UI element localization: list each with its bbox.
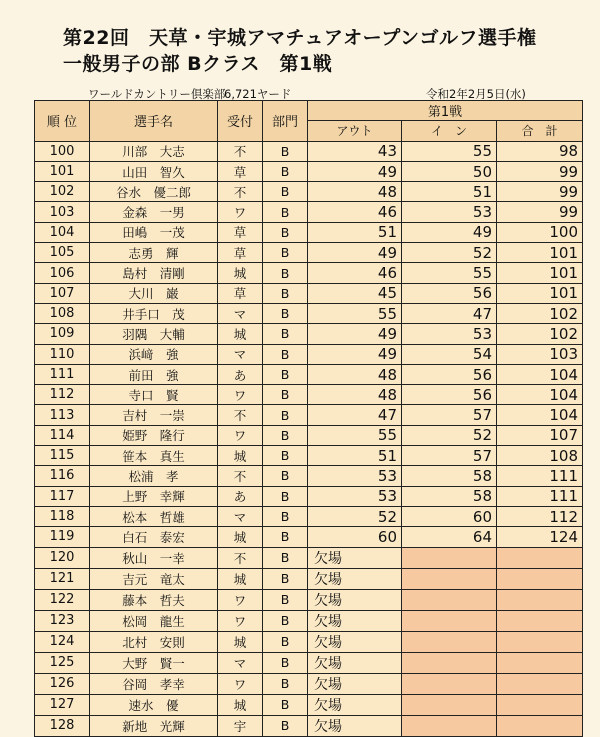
in-score-cell-empty (402, 568, 497, 589)
table-row-absent (35, 547, 583, 568)
header-out: アウト (308, 121, 402, 141)
total-score-cell-empty (497, 652, 583, 673)
registration-cell: 不 (218, 547, 263, 568)
out-score-cell: 53 (308, 486, 402, 506)
player-name-cell: 志勇 輝 (90, 243, 218, 263)
division-cell: B (263, 547, 308, 568)
out-score-cell: 43 (308, 141, 402, 161)
registration-cell: マ (218, 344, 263, 364)
registration-cell: あ (218, 364, 263, 384)
player-name-cell: 松浦 孝 (90, 466, 218, 486)
table-row (35, 466, 583, 486)
venue-name: ワールドカントリー倶楽部 (88, 87, 226, 101)
rank-cell: 121 (35, 568, 90, 589)
player-name-cell: 田嶋 一茂 (90, 222, 218, 242)
in-score-cell: 53 (402, 202, 497, 222)
table-row (35, 324, 583, 344)
player-name-cell: 新地 光輝 (90, 715, 218, 736)
registration-cell: 宇 (218, 715, 263, 736)
table-row-absent (35, 568, 583, 589)
registration-cell: マ (218, 303, 263, 323)
registration-cell: 不 (218, 182, 263, 202)
table-row-absent (35, 694, 583, 715)
total-score-cell: 111 (497, 486, 583, 506)
division-cell: B (263, 425, 308, 445)
registration-cell: マ (218, 652, 263, 673)
total-score-cell: 111 (497, 466, 583, 486)
total-score-cell: 107 (497, 425, 583, 445)
rank-cell: 116 (35, 466, 90, 486)
division-cell: B (263, 527, 308, 547)
rank-cell: 104 (35, 222, 90, 242)
division-cell: B (263, 222, 308, 242)
rank-cell: 109 (35, 324, 90, 344)
total-score-cell-empty (497, 610, 583, 631)
table-row-absent (35, 589, 583, 610)
table-row (35, 527, 583, 547)
table-row (35, 182, 583, 202)
results-table (34, 100, 583, 737)
absence-status-cell: 欠場 (308, 568, 402, 589)
total-score-cell-empty (497, 673, 583, 694)
out-score-cell: 47 (308, 405, 402, 425)
in-score-cell-empty (402, 652, 497, 673)
course-yardage: 6,721ヤード (224, 87, 292, 101)
division-cell: B (263, 182, 308, 202)
registration-cell: 城 (218, 446, 263, 466)
registration-cell: 不 (218, 405, 263, 425)
division-cell: B (263, 405, 308, 425)
header-rank: 順 位 (35, 101, 90, 142)
total-score-cell: 101 (497, 283, 583, 303)
table-row (35, 202, 583, 222)
out-score-cell: 46 (308, 263, 402, 283)
registration-cell: 草 (218, 283, 263, 303)
registration-cell: ワ (218, 425, 263, 445)
registration-cell: 城 (218, 263, 263, 283)
registration-cell: マ (218, 506, 263, 526)
header-player-name: 選手名 (90, 101, 218, 142)
rank-cell: 103 (35, 202, 90, 222)
division-cell: B (263, 486, 308, 506)
header-total: 合 計 (497, 121, 583, 141)
table-row (35, 425, 583, 445)
player-name-cell: 北村 安則 (90, 631, 218, 652)
table-row (35, 364, 583, 384)
in-score-cell-empty (402, 589, 497, 610)
table-row (35, 283, 583, 303)
total-score-cell-empty (497, 589, 583, 610)
registration-cell: ワ (218, 673, 263, 694)
rank-cell: 102 (35, 182, 90, 202)
rank-cell: 127 (35, 694, 90, 715)
absence-status-cell: 欠場 (308, 673, 402, 694)
in-score-cell: 50 (402, 161, 497, 181)
registration-cell: ワ (218, 589, 263, 610)
total-score-cell: 104 (497, 364, 583, 384)
player-name-cell: 白石 泰宏 (90, 527, 218, 547)
table-row-absent (35, 610, 583, 631)
absence-status-cell: 欠場 (308, 652, 402, 673)
division-cell: B (263, 161, 308, 181)
division-cell: B (263, 568, 308, 589)
registration-cell: ワ (218, 610, 263, 631)
total-score-cell: 102 (497, 324, 583, 344)
total-score-cell: 104 (497, 385, 583, 405)
registration-cell: 城 (218, 324, 263, 344)
registration-cell: 城 (218, 527, 263, 547)
player-name-cell: 吉村 一崇 (90, 405, 218, 425)
out-score-cell: 60 (308, 527, 402, 547)
rank-cell: 114 (35, 425, 90, 445)
header-registration: 受付 (218, 101, 263, 142)
rank-cell: 105 (35, 243, 90, 263)
total-score-cell-empty (497, 568, 583, 589)
in-score-cell-empty (402, 673, 497, 694)
out-score-cell: 55 (308, 303, 402, 323)
registration-cell: 不 (218, 466, 263, 486)
in-score-cell: 55 (402, 141, 497, 161)
out-score-cell: 46 (308, 202, 402, 222)
table-row (35, 243, 583, 263)
table-row (35, 405, 583, 425)
division-cell: B (263, 202, 308, 222)
total-score-cell: 101 (497, 243, 583, 263)
total-score-cell: 108 (497, 446, 583, 466)
player-name-cell: 藤本 哲夫 (90, 589, 218, 610)
rank-cell: 126 (35, 673, 90, 694)
out-score-cell: 49 (308, 161, 402, 181)
registration-cell: 不 (218, 141, 263, 161)
out-score-cell: 49 (308, 344, 402, 364)
rank-cell: 111 (35, 364, 90, 384)
in-score-cell: 47 (402, 303, 497, 323)
out-score-cell: 51 (308, 446, 402, 466)
player-name-cell: 羽隅 大輔 (90, 324, 218, 344)
player-name-cell: 速水 優 (90, 694, 218, 715)
rank-cell: 128 (35, 715, 90, 736)
out-score-cell: 45 (308, 283, 402, 303)
division-cell: B (263, 506, 308, 526)
player-name-cell: 川部 大志 (90, 141, 218, 161)
header-round-1: 第1戦 (308, 101, 583, 121)
total-score-cell: 99 (497, 182, 583, 202)
in-score-cell: 52 (402, 425, 497, 445)
total-score-cell: 98 (497, 141, 583, 161)
rank-cell: 110 (35, 344, 90, 364)
division-cell: B (263, 141, 308, 161)
in-score-cell: 57 (402, 405, 497, 425)
absence-status-cell: 欠場 (308, 589, 402, 610)
absence-status-cell: 欠場 (308, 547, 402, 568)
total-score-cell-empty (497, 631, 583, 652)
absence-status-cell: 欠場 (308, 631, 402, 652)
rank-cell: 118 (35, 506, 90, 526)
player-name-cell: 吉元 竜太 (90, 568, 218, 589)
page-subtitle: 一般男子の部 Bクラス 第1戦 (63, 53, 333, 75)
rank-cell: 113 (35, 405, 90, 425)
rank-cell: 108 (35, 303, 90, 323)
total-score-cell-empty (497, 694, 583, 715)
absence-status-cell: 欠場 (308, 610, 402, 631)
division-cell: B (263, 263, 308, 283)
out-score-cell: 48 (308, 385, 402, 405)
event-date: 令和2年2月5日(水) (426, 87, 526, 101)
results-body (35, 141, 583, 736)
division-cell: B (263, 715, 308, 736)
in-score-cell: 56 (402, 283, 497, 303)
rank-cell: 123 (35, 610, 90, 631)
in-score-cell: 55 (402, 263, 497, 283)
table-row (35, 161, 583, 181)
in-score-cell: 49 (402, 222, 497, 242)
total-score-cell-empty (497, 547, 583, 568)
player-name-cell: 谷岡 孝幸 (90, 673, 218, 694)
division-cell: B (263, 694, 308, 715)
out-score-cell: 48 (308, 182, 402, 202)
division-cell: B (263, 283, 308, 303)
division-cell: B (263, 446, 308, 466)
out-score-cell: 52 (308, 506, 402, 526)
division-cell: B (263, 364, 308, 384)
division-cell: B (263, 243, 308, 263)
table-row (35, 141, 583, 161)
in-score-cell: 54 (402, 344, 497, 364)
player-name-cell: 浜﨑 強 (90, 344, 218, 364)
registration-cell: 草 (218, 161, 263, 181)
in-score-cell: 56 (402, 385, 497, 405)
in-score-cell: 57 (402, 446, 497, 466)
total-score-cell: 100 (497, 222, 583, 242)
total-score-cell: 102 (497, 303, 583, 323)
rank-cell: 115 (35, 446, 90, 466)
in-score-cell-empty (402, 547, 497, 568)
table-row-absent (35, 631, 583, 652)
rank-cell: 112 (35, 385, 90, 405)
player-name-cell: 笹本 真生 (90, 446, 218, 466)
division-cell: B (263, 673, 308, 694)
in-score-cell-empty (402, 715, 497, 736)
total-score-cell-empty (497, 715, 583, 736)
out-score-cell: 49 (308, 243, 402, 263)
in-score-cell: 60 (402, 506, 497, 526)
player-name-cell: 谷水 優二郎 (90, 182, 218, 202)
out-score-cell: 49 (308, 324, 402, 344)
player-name-cell: 寺口 賢 (90, 385, 218, 405)
header-in: イ ン (402, 121, 497, 141)
division-cell: B (263, 652, 308, 673)
table-row-absent (35, 673, 583, 694)
total-score-cell: 99 (497, 202, 583, 222)
rank-cell: 120 (35, 547, 90, 568)
division-cell: B (263, 466, 308, 486)
rank-cell: 124 (35, 631, 90, 652)
in-score-cell-empty (402, 631, 497, 652)
rank-cell: 125 (35, 652, 90, 673)
table-row (35, 222, 583, 242)
player-name-cell: 秋山 一幸 (90, 547, 218, 568)
header-division: 部門 (263, 101, 308, 142)
registration-cell: 城 (218, 694, 263, 715)
division-cell: B (263, 631, 308, 652)
division-cell: B (263, 303, 308, 323)
in-score-cell: 58 (402, 466, 497, 486)
registration-cell: あ (218, 486, 263, 506)
table-row (35, 344, 583, 364)
registration-cell: 城 (218, 631, 263, 652)
table-row (35, 303, 583, 323)
table-row-absent (35, 715, 583, 736)
out-score-cell: 55 (308, 425, 402, 445)
registration-cell: 草 (218, 243, 263, 263)
rank-cell: 117 (35, 486, 90, 506)
total-score-cell: 112 (497, 506, 583, 526)
table-row-absent (35, 652, 583, 673)
in-score-cell-empty (402, 610, 497, 631)
player-name-cell: 前田 強 (90, 364, 218, 384)
rank-cell: 119 (35, 527, 90, 547)
table-row (35, 446, 583, 466)
total-score-cell: 99 (497, 161, 583, 181)
rank-cell: 101 (35, 161, 90, 181)
division-cell: B (263, 324, 308, 344)
player-name-cell: 大川 巌 (90, 283, 218, 303)
division-cell: B (263, 385, 308, 405)
absence-status-cell: 欠場 (308, 715, 402, 736)
total-score-cell: 101 (497, 263, 583, 283)
in-score-cell: 64 (402, 527, 497, 547)
out-score-cell: 51 (308, 222, 402, 242)
table-row (35, 506, 583, 526)
player-name-cell: 山田 智久 (90, 161, 218, 181)
rank-cell: 107 (35, 283, 90, 303)
division-cell: B (263, 344, 308, 364)
registration-cell: ワ (218, 385, 263, 405)
player-name-cell: 松岡 龍生 (90, 610, 218, 631)
division-cell: B (263, 610, 308, 631)
in-score-cell-empty (402, 694, 497, 715)
total-score-cell: 103 (497, 344, 583, 364)
in-score-cell: 58 (402, 486, 497, 506)
player-name-cell: 姫野 隆行 (90, 425, 218, 445)
registration-cell: 草 (218, 222, 263, 242)
in-score-cell: 56 (402, 364, 497, 384)
total-score-cell: 104 (497, 405, 583, 425)
out-score-cell: 48 (308, 364, 402, 384)
division-cell: B (263, 589, 308, 610)
player-name-cell: 金森 一男 (90, 202, 218, 222)
absence-status-cell: 欠場 (308, 694, 402, 715)
in-score-cell: 51 (402, 182, 497, 202)
player-name-cell: 大野 賢一 (90, 652, 218, 673)
registration-cell: 城 (218, 568, 263, 589)
out-score-cell: 53 (308, 466, 402, 486)
page-title: 第22回 天草・宇城アマチュアオープンゴルフ選手権 (63, 27, 537, 49)
rank-cell: 122 (35, 589, 90, 610)
in-score-cell: 52 (402, 243, 497, 263)
player-name-cell: 松本 哲雄 (90, 506, 218, 526)
table-row (35, 486, 583, 506)
in-score-cell: 53 (402, 324, 497, 344)
player-name-cell: 井手口 茂 (90, 303, 218, 323)
total-score-cell: 124 (497, 527, 583, 547)
player-name-cell: 上野 幸輝 (90, 486, 218, 506)
registration-cell: ワ (218, 202, 263, 222)
table-row (35, 385, 583, 405)
player-name-cell: 島村 清剛 (90, 263, 218, 283)
rank-cell: 100 (35, 141, 90, 161)
table-row (35, 263, 583, 283)
rank-cell: 106 (35, 263, 90, 283)
